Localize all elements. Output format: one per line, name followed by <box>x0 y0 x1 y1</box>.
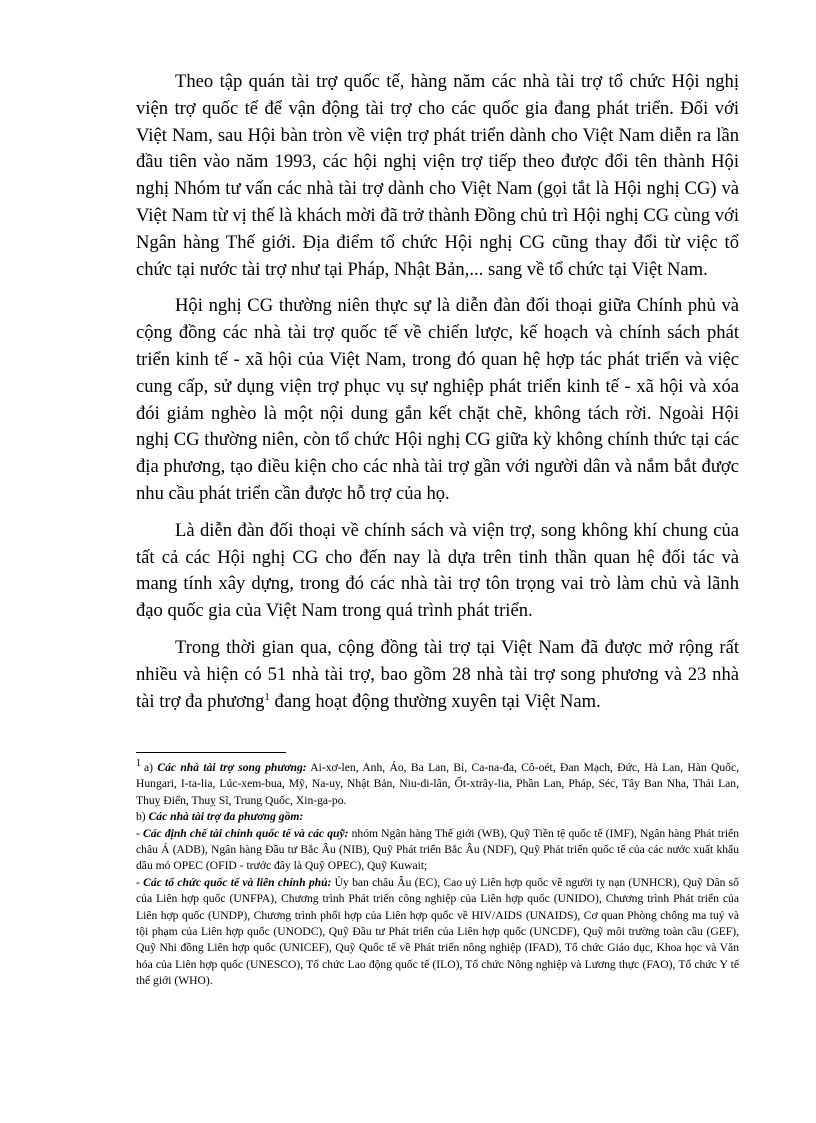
footnote-reference[interactable]: 1 <box>264 690 270 703</box>
paragraph-4-text-end: đang hoạt động thường xuyên tại Việt Nam. <box>269 690 601 712</box>
footnote-b-prefix: b) <box>136 810 149 824</box>
paragraph-3: Là diễn đàn đối thoại về chính sách và viện trợ, song không khí chung của tất cả các Hội nghị CG cho đến nay là dựa trên tinh thần quan hệ đối tác và mang tính xây dựng, trong đó các nhà tài trợ tôn trọng vai trò làm chủ và lãnh đạo quốc gia của Việt Nam trong quá trình phát triển. <box>136 519 739 622</box>
footnote-b2-text: Ủy ban châu Âu (EC), Cao uỷ Liên hợp quốc về người tỵ nạn (UNHCR), Quỹ Dân số của Liên hợp quốc (UNFPA), Chương trình Phát triển công nghiệp của Liên hợp quốc (UNIDO), Chương trình Phát triển của Liên hợp quốc (UNDP), Chương trình phối hợp của Liên hợp quốc về HIV/AIDS (UNAIDS), Cơ quan Phòng chống ma tuý và tội phạm của Liên hợp quốc (UNODC), Quỹ Đầu tư Phát triển của Liên hợp quốc (UNCDF), Quỹ môi trường toàn cầu (GEF), Quỹ Nhi đồng Liên hợp quốc (UNICEF), Quỹ Quốc tế về Phát triển nông nghiệp (IFAD), Tổ chức Giáo dục, Khoa học và Văn hóa của Liên hợp quốc (UNESCO), Tổ chức Lao động quốc tế (ILO), Tổ chức Nông nghiệp và Lương thực (FAO), Tổ chức Y tế thế giới (WHO). <box>136 875 739 988</box>
footnote-b1-text: nhóm Ngân hàng Thế giới (WB), Quỹ Tiền tệ quốc tế (IMF), Ngân hàng Phát triển châu Á (ADB), Ngân hàng Đầu tư Bắc Âu (NIB), Quỹ Phát triển Bắc Âu (NDF), Quỹ Phát triển quốc tế của các nước xuất khẩu dầu mỏ OPEC (OFID - trước đây là Quỹ OPEC), Quỹ Kuwait; <box>136 826 739 873</box>
footnote-b1 <box>136 826 739 875</box>
footnote-a <box>136 760 739 809</box>
footnote-number: 1 <box>136 758 141 770</box>
footnote-a-text: Ai-xơ-len, Anh, Áo, Ba Lan, Bỉ, Ca-na-đa, Cô-oét, Đan Mạch, Đức, Hà Lan, Hàn Quốc, Hungari, I-ta-lia, Lúc-xem-bua, Mỹ, Na-uy, Nhật Bản, Niu-di-lân, Ốt-xtrây-lia, Phần Lan, Pháp, Séc, Tây Ban Nha, Thái Lan, Thuỵ Điển, Thuỵ Sĩ, Trung Quốc, Xin-ga-po. <box>136 761 739 807</box>
footnote-b-label: Các nhà tài trợ đa phương gồm: <box>148 810 304 824</box>
footnote-b <box>136 809 739 825</box>
footnote-b2 <box>136 875 739 990</box>
paragraph-4 <box>136 635 739 715</box>
footnote-b2-label: Các tổ chức quốc tế và liên chính phủ: <box>143 875 332 889</box>
footnote-b2-prefix: - <box>136 875 144 889</box>
footnote-b1-label: Các định chế tài chính quốc tế và các quỹ: <box>143 826 349 840</box>
main-text <box>136 69 739 725</box>
footnote-b1-prefix: - <box>136 826 144 840</box>
footnote-a-prefix: a) <box>144 761 158 774</box>
footnote-separator <box>136 752 286 753</box>
paragraph-2: Hội nghị CG thường niên thực sự là diễn đàn đối thoại giữa Chính phủ và cộng đồng các nhà tài trợ quốc tế về chiến lược, kế hoạch và chính sách phát triển kinh tế - xã hội của Việt Nam, trong đó quan hệ hợp tác phát triển và việc cung cấp, sử dụng viện trợ phục vụ sự nghiệp phát triển kinh tế - xã hội và xóa đói giảm nghèo là một nội dung gắn kết chặt chẽ, không tách rời. Ngoài Hội nghị CG thường niên, còn tổ chức Hội nghị CG giữa kỳ không chính thức tại các địa phương, tạo điều kiện cho các nhà tài trợ gần với người dân và nắm bắt được nhu cầu phát triển cần được hỗ trợ của họ. <box>136 295 739 504</box>
paragraph-1: Theo tập quán tài trợ quốc tế, hàng năm các nhà tài trợ tổ chức Hội nghị viện trợ quốc tế để vận động tài trợ cho các quốc gia đang phát triển. Đối với Việt Nam, sau Hội bàn tròn về viện trợ phát triển dành cho Việt Nam diễn ra lần đầu tiên vào năm 1993, các hội nghị viện trợ tiếp theo được đổi tên thành Hội nghị Nhóm tư vấn các nhà tài trợ dành cho Việt Nam (gọi tắt là Hội nghị CG) và Việt Nam từ vị thế là khách mời đã trở thành Đồng chủ trì Hội nghị CG cùng với Ngân hàng Thế giới. Địa điểm tổ chức Hội nghị CG cũng thay đổi từ việc tổ chức tại nước tài trợ như tại Pháp, Nhật Bản,... sang về tổ chức tại Việt Nam. <box>136 71 739 280</box>
paragraph-4-text: Trong thời gian qua, cộng đồng tài trợ tại Việt Nam đã được mở rộng rất nhiều và hiện có 51 nhà tài trợ, bao gồm 28 nhà tài trợ song phương và 23 nhà tài trợ đa phương <box>136 636 739 712</box>
footnote-a-label: Các nhà tài trợ song phương: <box>157 761 307 774</box>
footnote-area <box>136 760 739 990</box>
